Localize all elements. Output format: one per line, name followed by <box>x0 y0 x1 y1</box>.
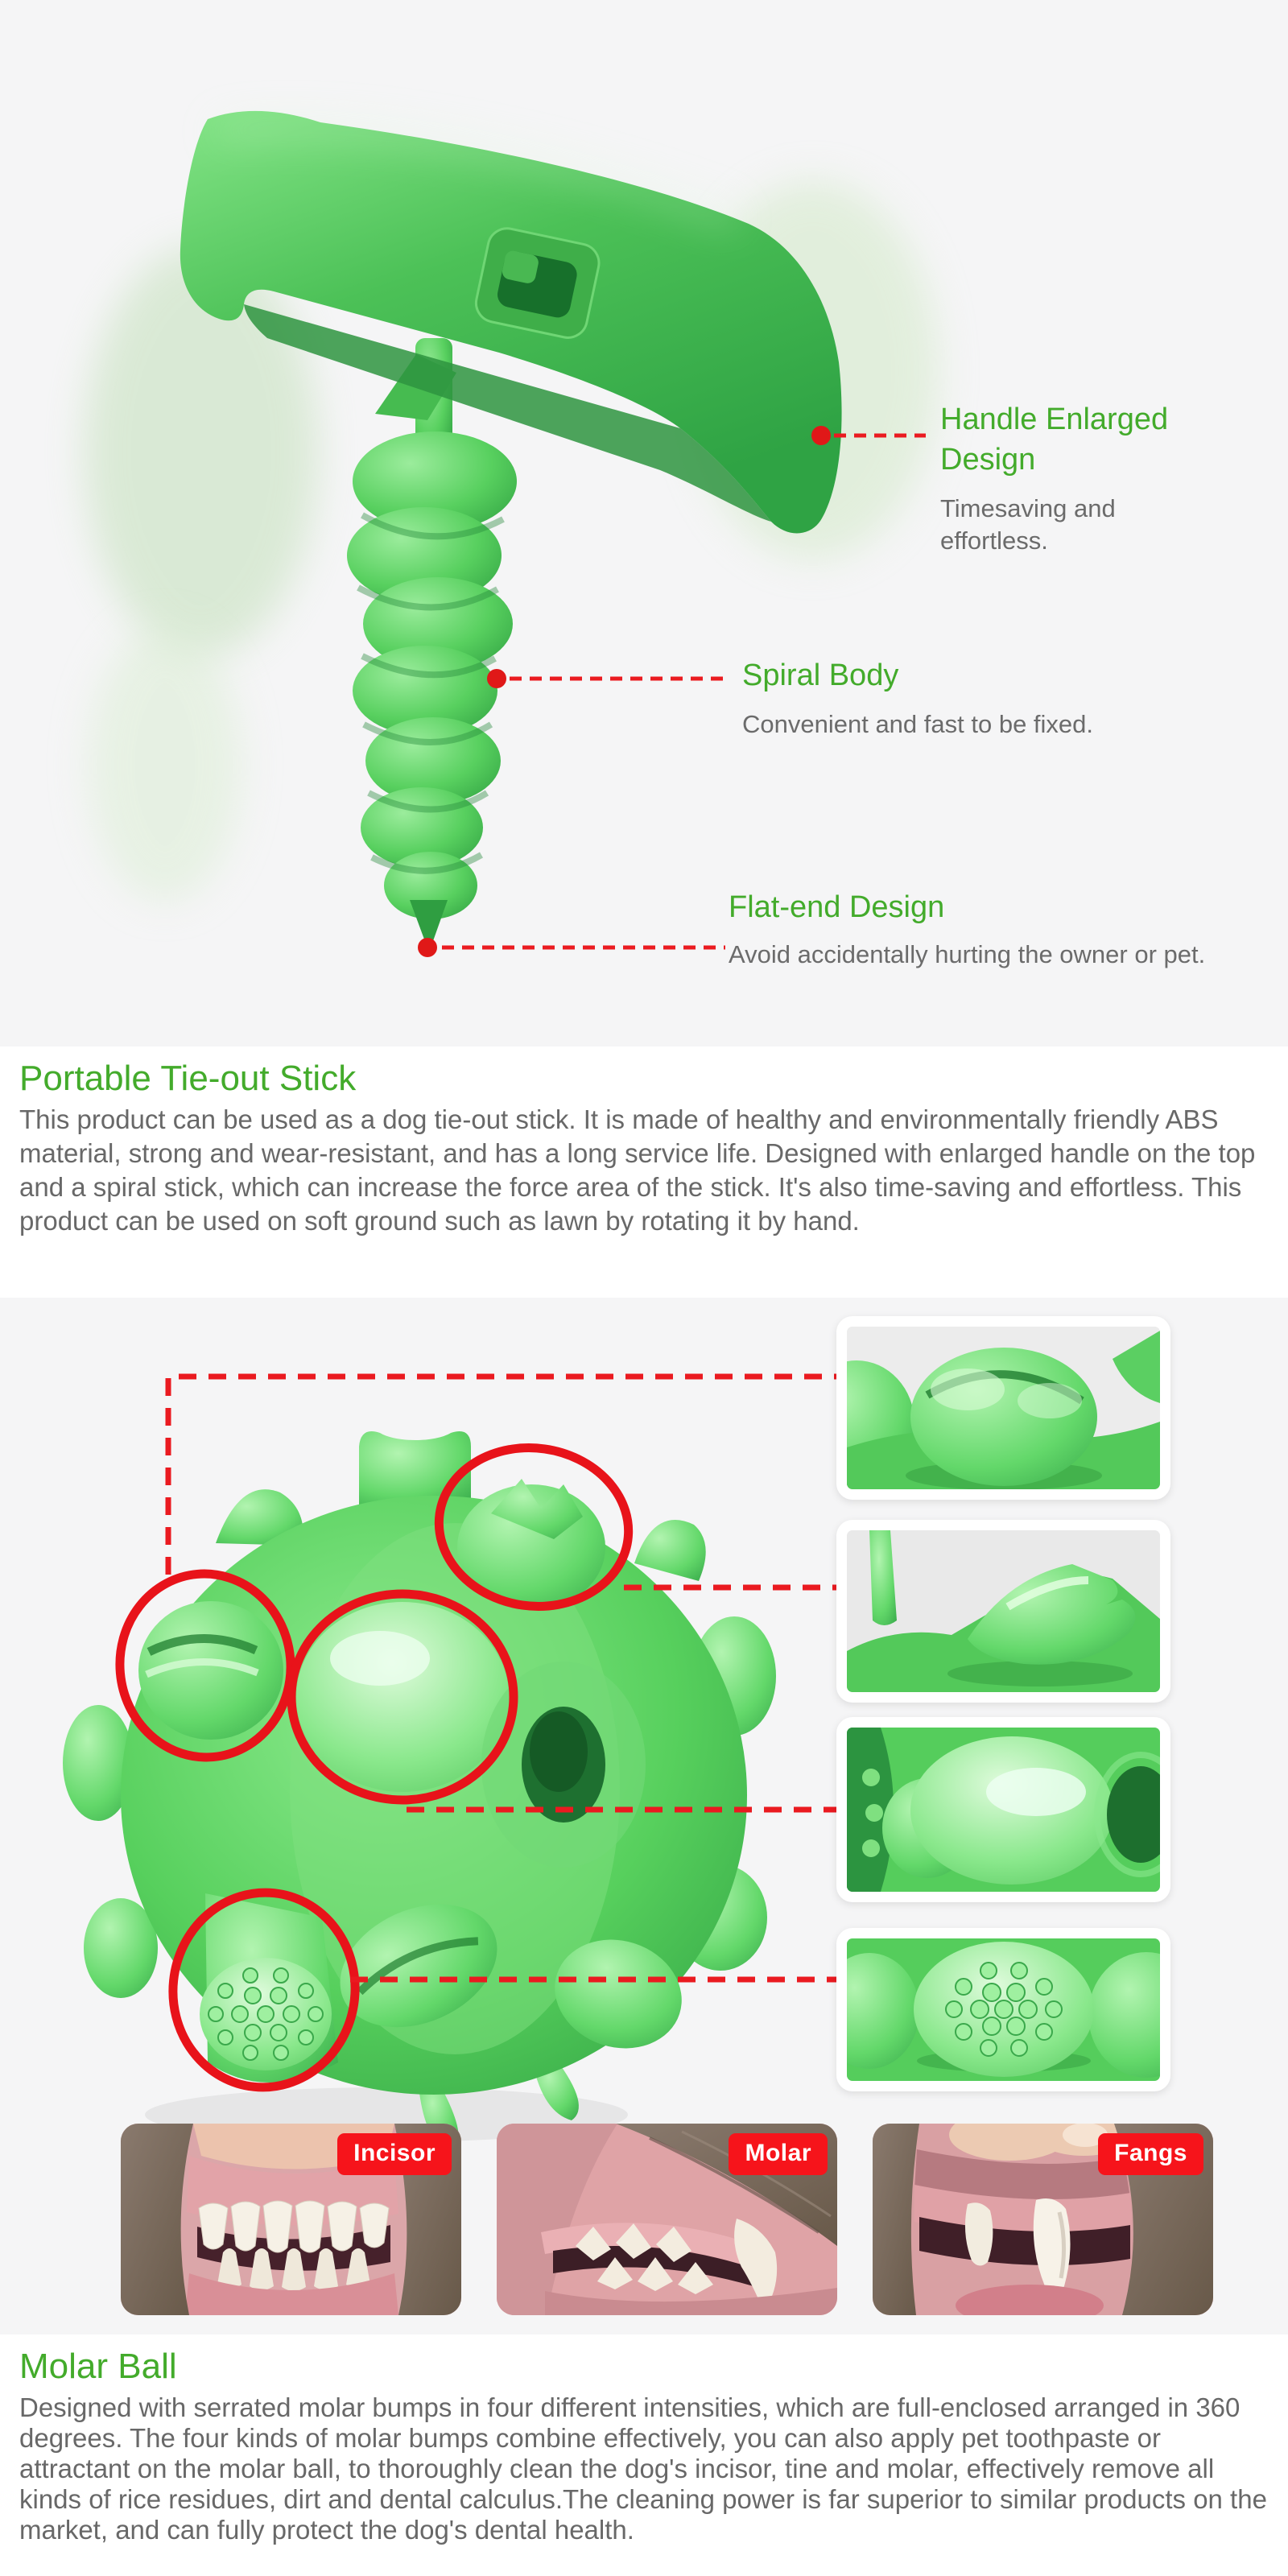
callout-flatend-desc: Avoid accidentally hurting the owner or pet. <box>729 940 1206 968</box>
molarball-text-section <box>0 2334 1288 2576</box>
callout-handle <box>940 399 1210 557</box>
molar-bump-closeup <box>847 1327 1160 1489</box>
callout-handle-title: Handle Enlarged Design <box>940 402 1169 477</box>
callout-spiral-title: Spiral Body <box>742 658 899 692</box>
callout-flatend <box>729 887 1244 971</box>
detail-card-molar-bump <box>836 1316 1170 1500</box>
spiral-callout-dot-icon <box>487 669 506 688</box>
spiral-screw-body <box>347 431 517 952</box>
smooth-dome-bump <box>296 1602 509 1792</box>
callout-spiral-desc: Convenient and fast to be fixed. <box>742 710 1094 738</box>
tieout-heading: Portable Tie-out Stick <box>19 1059 357 1098</box>
smooth-dome-closeup <box>847 1728 1160 1892</box>
studded-bump <box>200 1893 338 2083</box>
callout-handle-desc: Timesaving and effortless. <box>940 494 1116 555</box>
photo-molar <box>497 2124 837 2315</box>
detail-card-smooth-dome <box>836 1717 1170 1902</box>
callout-spiral <box>742 655 1241 741</box>
studded-bump-closeup <box>847 1938 1160 2081</box>
tieout-text-section <box>0 1046 1288 1298</box>
molar-label-badge: Molar <box>729 2133 828 2175</box>
tip-callout-dot-icon <box>418 938 437 957</box>
callout-flatend-title: Flat-end Design <box>729 890 945 924</box>
stick-hero-section <box>0 0 1288 1046</box>
molarball-heading: Molar Ball <box>19 2347 177 2386</box>
photo-incisor <box>121 2124 461 2315</box>
molarball-paragraph: Designed with serrated molar bumps in four different intensities, which are full-enclosed arranged in 360 degrees. The four kinds of molar bumps combine effectively, you can also apply pet toothpaste or attractant on the molar ball, to thoroughly clean the dog's incisor, tine and molar, effectively remove all kinds of rice residues, dirt and dental calculus.The cleaning power is far superior to similar products on the market, and can fully protect the dog's dental health. <box>19 2392 1267 2545</box>
fangs-label-badge: Fangs <box>1098 2133 1203 2175</box>
detail-card-fang-bump <box>836 1520 1170 1703</box>
detail-card-studded-bump <box>836 1928 1170 2091</box>
handle-callout-dot-icon <box>811 426 831 445</box>
fang-bump-closeup <box>847 1530 1160 1692</box>
tieout-paragraph: This product can be used as a dog tie-out stick. It is made of healthy and environmentally friendly ABS material, strong and wear-resistant, and has a long service life. Designed with enlarged handle on the top and a spiral stick, which can increase the force area of the stick. It's also time-saving and effortless. This product can be used on soft ground such as lawn by rotating it by hand. <box>19 1104 1256 1236</box>
incisor-label-badge: Incisor <box>337 2133 452 2175</box>
photo-fangs <box>873 2124 1213 2315</box>
